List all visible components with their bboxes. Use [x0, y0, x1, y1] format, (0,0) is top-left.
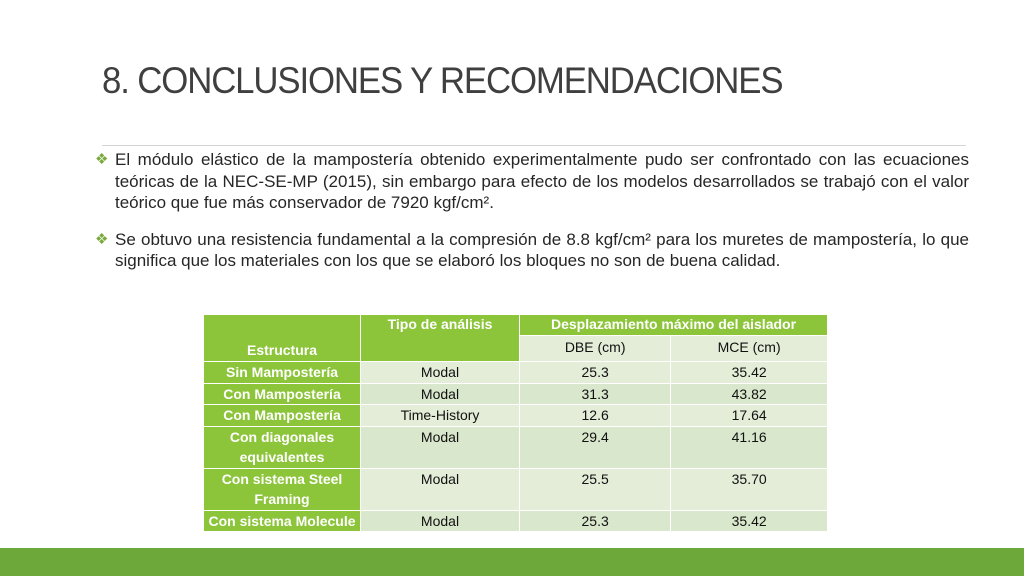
cell-estructura: Sin Mampostería — [204, 362, 361, 384]
table-row — [204, 426, 828, 468]
bullet-item — [95, 149, 969, 214]
table-row — [204, 468, 828, 510]
header-estructura: Estructura — [204, 315, 361, 362]
header-mce: MCE (cm) — [671, 336, 828, 362]
cell-tipo: Modal — [361, 510, 520, 532]
table-row — [204, 405, 828, 427]
cell-dbe: 12.6 — [520, 405, 671, 427]
footer-accent-bar — [0, 548, 1024, 576]
cell-mce: 35.42 — [671, 362, 828, 384]
diamond-bullet-icon: ❖ — [95, 151, 109, 168]
table-row — [204, 383, 828, 405]
diamond-bullet-icon: ❖ — [95, 230, 109, 248]
cell-estructura: Con diagonales equivalentes — [204, 426, 361, 468]
cell-tipo: Modal — [361, 383, 520, 405]
table-row — [204, 362, 828, 384]
cell-tipo: Modal — [361, 426, 520, 468]
header-dbe: DBE (cm) — [520, 336, 671, 362]
bullet-text: El módulo elástico de la mampostería obtenido experimentalmente pudo ser confrontado con las ecuaciones teóricas de la NEC-SE-MP (2015), sin embargo para efecto de los modelos desarrollados se trabajó con el valor teórico que fue más conservador de 7920 kgf/cm². — [115, 150, 969, 212]
cell-mce: 17.64 — [671, 405, 828, 427]
cell-estructura: Con sistema Molecule — [204, 510, 361, 532]
cell-estructura: Con Mampostería — [204, 405, 361, 427]
cell-dbe: 25.3 — [520, 510, 671, 532]
cell-estructura: Con sistema Steel Framing — [204, 468, 361, 510]
cell-dbe: 25.3 — [520, 362, 671, 384]
table-row — [204, 510, 828, 532]
cell-dbe: 29.4 — [520, 426, 671, 468]
cell-dbe: 25.5 — [520, 468, 671, 510]
cell-mce: 35.70 — [671, 468, 828, 510]
bullet-text: Se obtuvo una resistencia fundamental a la compresión de 8.8 kgf/cm² para los muretes de mampostería, lo que significa que los materiales con los que se elaboró los bloques no son de buena calidad. — [115, 229, 969, 270]
header-desplazamiento: Desplazamiento máximo del aislador — [520, 315, 828, 336]
cell-mce: 43.82 — [671, 383, 828, 405]
results-table — [203, 314, 828, 532]
cell-estructura: Con Mampostería — [204, 383, 361, 405]
cell-tipo: Time-History — [361, 405, 520, 427]
cell-tipo: Modal — [361, 468, 520, 510]
cell-mce: 35.42 — [671, 510, 828, 532]
bullet-item — [95, 229, 969, 272]
title-divider — [102, 145, 966, 146]
bullet-list — [95, 149, 969, 287]
cell-tipo: Modal — [361, 362, 520, 384]
slide-title: 8. CONCLUSIONES Y RECOMENDACIONES — [102, 60, 783, 101]
cell-mce: 41.16 — [671, 426, 828, 468]
cell-dbe: 31.3 — [520, 383, 671, 405]
header-tipo-analisis: Tipo de análisis — [361, 315, 520, 362]
table-header-row — [204, 315, 828, 336]
